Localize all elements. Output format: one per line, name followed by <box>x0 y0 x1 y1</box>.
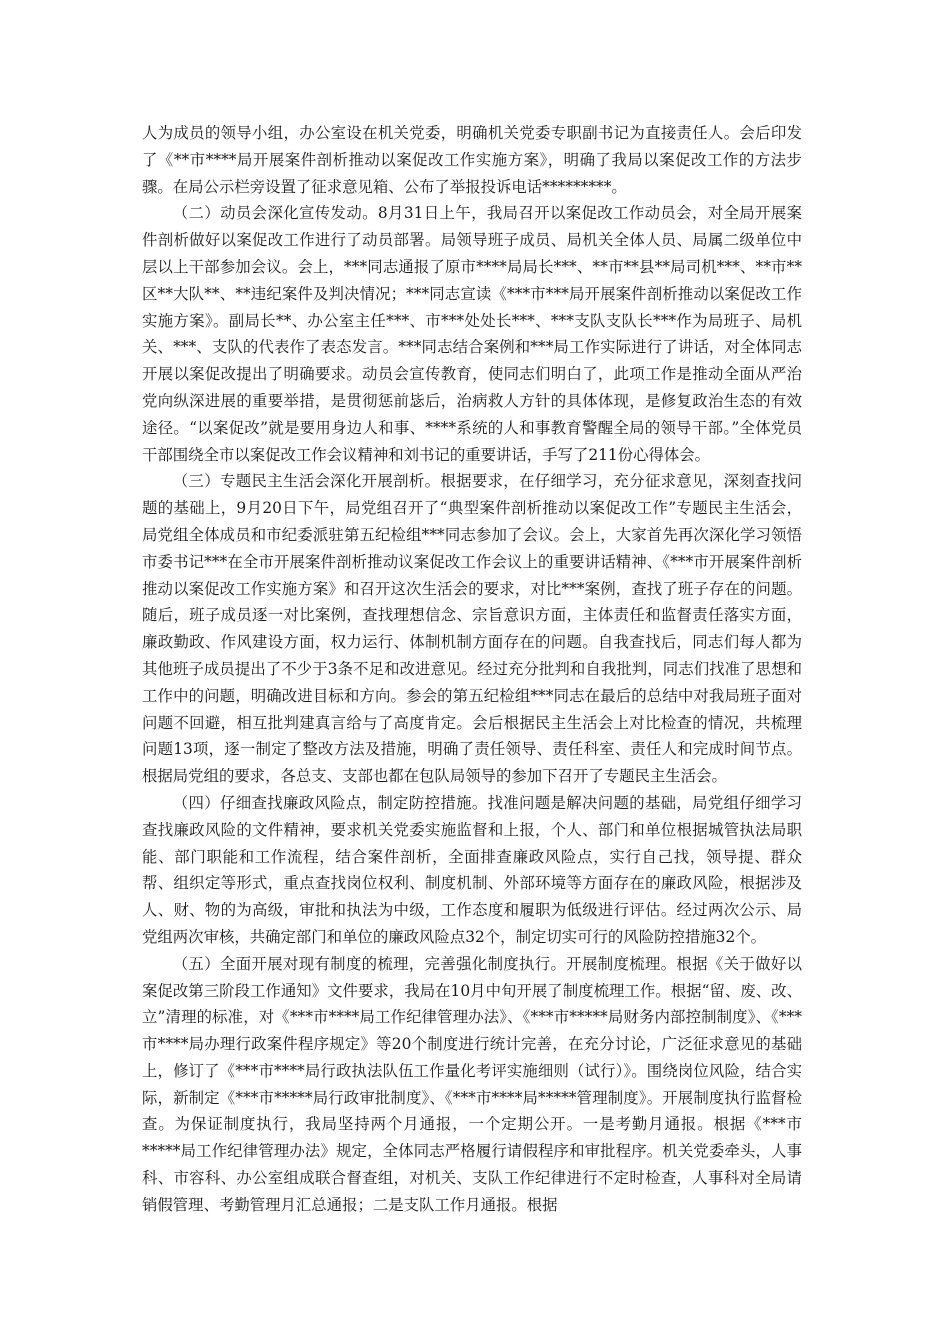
paragraph-section-2: （二）动员会深化宣传发动。8月31日上午，我局召开以案促改工作动员会，对全局开展案件剖析做好以案促改工作进行了动员部署。局领导班子成员、局机关全体人员、局属二级单位中层以上干部参加会议。会上，***同志通报了原市****局局长***、**市**县**局司机***、**市**区**大队**、**违纪案件及判决情况；***同志宣读《***市***局开展案件剖析推动以案促改工作实施方案》。副局长**、办公室主任***、市***处处长***、***支队支队长***作为局班子、局机关、***、支队的代表作了表态发言。***同志结合案例和***局工作实际进行了讲话，对全体同志开展以案促改提出了明确要求。动员会宣传教育，使同志们明白了，此项工作是推动全面从严治党向纵深进展的重要举措，是贯彻惩前毖后，治病救人方针的具体体现，是修复政治生态的有效途径。“以案促改”就是要用身边人和事、****系统的人和事教育警醒全局的领导干部。”全体党员干部围绕全市以案促改工作会议精神和刘书记的重要讲话，手写了211份心得体会。 <box>142 204 802 464</box>
paragraph-continuation: 人为成员的领导小组，办公室设在机关党委，明确机关党委专职副书记为直接责任人。会后印发了《**市****局开展案件剖析推动以案促改工作实施方案》，明确了我局以案促改工作的方法步骤。在局公示栏旁设置了征求意见箱、公布了举报投诉电话*********。 <box>142 124 802 196</box>
paragraph-section-5: （五）全面开展对现有制度的梳理，完善强化制度执行。开展制度梳理。根据《关于做好以案促改第三阶段工作通知》文件要求，我局在10月中旬开展了制度梳理工作。根据“留、废、改、立”清理的标准，对《***市****局工作纪律管理办法》、《***市*****局财务内部控制制度》、《***市****局办理行政案件程序规定》等20个制度进行统计完善，在充分讨论，广泛征求意见的基础上，修订了《***市****局行政执法队伍工作量化考评实施细则（试行）》。围绕岗位风险，结合实际，新制定《***市*****局行政审批制度》、《***市****局*****管理制度》。开展制度执行监督检查。为保证制度执行，我局坚持两个月通报，一个定期公开。一是考勤月通报。根据《***市*****局工作纪律管理办法》规定，全体同志严格履行请假程序和审批程序。机关党委牵头，人事科、市容科、办公室组成联合督查组，对机关、支队工作纪律进行不定时检查，人事科对全局请销假管理、考勤管理月汇总通报；二是支队工作月通报。根据 <box>142 954 802 1214</box>
paragraph-section-3: （三）专题民主生活会深化开展剖析。根据要求，在仔细学习，充分征求意见，深刻查找问题的基础上，9月20日下午，局党组召开了“典型案件剖析推动以案促改工作”专题民主生活会，局党组全体成员和市纪委派驻第五纪检组***同志参加了会议。会上，大家首先再次深化学习领悟市委书记***在全市开展案件剖析推动议案促改工作会议上的重要讲话精神、《***市开展案件剖析推动以案促改工作实施方案》和召开这次生活会的要求，对比***案例，查找了班子存在的问题。随后，班子成员逐一对比案例，查找理想信念、宗旨意识方面，主体责任和监督责任落实方面，廉政勤政、作风建设方面，权力运行、体制机制方面存在的问题。自我查找后，同志们每人都为其他班子成员提出了不少于3条不足和改进意见。经过充分批判和自我批判，同志们找准了思想和工作中的问题，明确改进目标和方向。参会的第五纪检组***同志在最后的总结中对我局班子面对问题不回避，相互批判建真言给与了高度肯定。会后根据民主生活会上对比检查的情况，共梳理问题13项，逐一制定了整改方法及措施，明确了责任领导、责任科室、责任人和完成时间节点。根据局党组的要求，各总支、支部也都在包队局领导的参加下召开了专题民主生活会。 <box>142 472 802 786</box>
document-body <box>142 120 802 1219</box>
paragraph-section-4: （四）仔细查找廉政风险点，制定防控措施。找准问题是解决问题的基础，局党组仔细学习查找廉政风险的文件精神，要求机关党委实施监督和上报，个人、部门和单位根据城管执法局职能、部门职能和工作流程，结合案件剖析，全面排查廉政风险点，实行自己找，领导提、群众帮、组织定等形式，重点查找岗位权利、制度机制、外部环境等方面存在的廉政风险，根据涉及人、财、物的为高级，审批和执法为中级，工作态度和履职为低级进行评估。经过两次公示、局党组两次审核，共确定部门和单位的廉政风险点32个，制定切实可行的风险防控措施32个。 <box>142 793 802 946</box>
